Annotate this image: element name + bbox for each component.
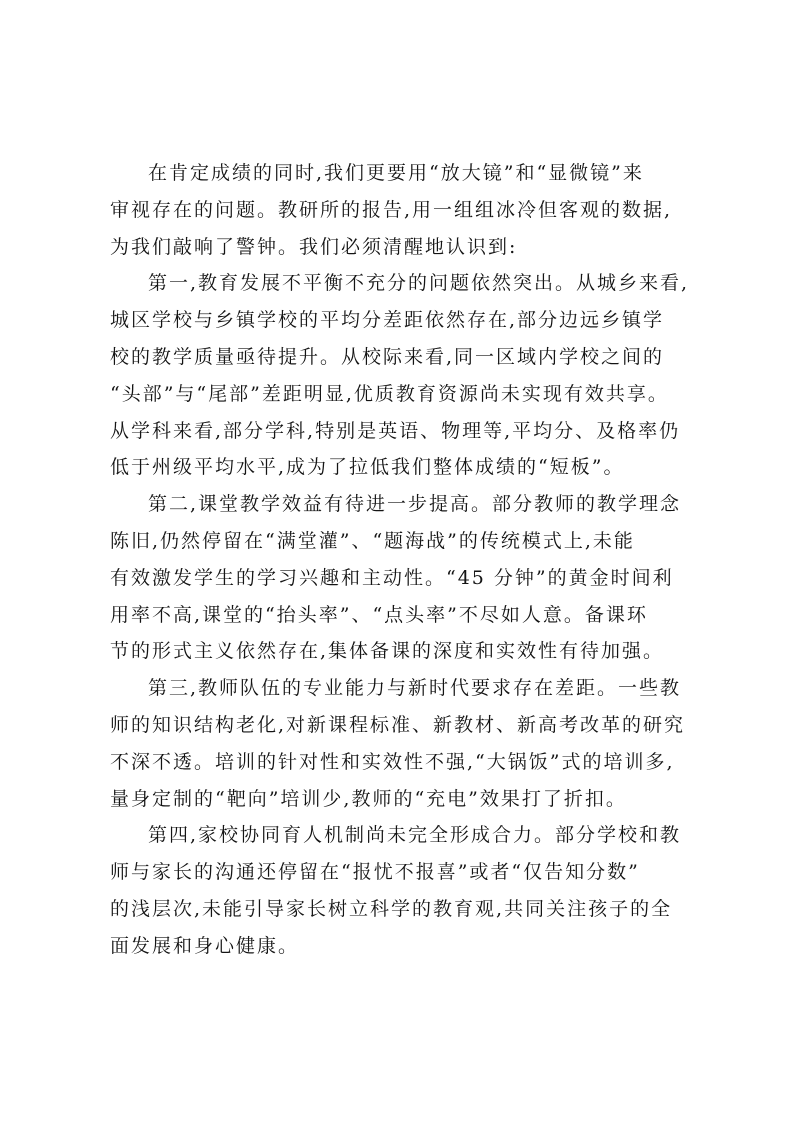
paragraph-point-3	[110, 670, 710, 817]
text-line: 面发展和身心健康。	[110, 934, 300, 957]
text-line: 量身定制的“靶向”培训少,教师的“充电”效果打了折扣。	[110, 787, 627, 810]
text-line: 节的形式主义依然存在,集体备课的深度和实效性有待加强。	[110, 640, 665, 663]
text-line: 的浅层次,未能引导家长树立科学的教育观,共同关注孩子的全	[110, 897, 673, 920]
body-text	[110, 155, 710, 965]
paragraph-point-2	[110, 486, 710, 670]
text-line: 第四,家校协同育人机制尚未完全形成合力。部分学校和教	[148, 824, 682, 847]
text-line: 师的知识结构老化,对新课程标准、新教材、新高考改革的研究	[110, 713, 686, 736]
text-line: 师与家长的沟通还停留在“报忧不报喜”或者“仅告知分数”	[110, 861, 640, 884]
paragraph-intro	[110, 155, 710, 265]
text-line: “头部”与“尾部”差距明显,优质教育资源尚未实现有效共享。	[110, 382, 669, 405]
text-line: 第一,教育发展不平衡不充分的问题依然突出。从城乡来看,	[148, 272, 690, 295]
text-line: 有效激发学生的学习兴趣和主动性。“45 分钟”的黄金时间利	[110, 566, 674, 589]
text-line: 第二,课堂教学效益有待进一步提高。部分教师的教学理念	[148, 493, 682, 516]
paragraph-point-1	[110, 265, 710, 486]
text-line: 第三,教师队伍的专业能力与新时代要求存在差距。一些教	[148, 677, 682, 700]
text-line: 从学科来看,部分学科,特别是英语、物理等,平均分、及格率仍	[110, 419, 681, 442]
paragraph-point-4	[110, 817, 710, 964]
text-line: 陈旧,仍然停留在“满堂灌”、“题海战”的传统模式上,未能	[110, 529, 635, 552]
text-line: 用率不高,课堂的“抬头率”、“点头率”不尽如人意。备课环	[110, 603, 648, 626]
text-line: 在肯定成绩的同时,我们更要用“放大镜”和“显微镜”来	[148, 162, 644, 184]
text-line: 不深不透。培训的针对性和实效性不强,“大锅饭”式的培训多,	[110, 750, 675, 773]
text-line: 城区学校与乡镇学校的平均分差距依然存在,部分边远乡镇学	[110, 309, 665, 332]
text-line: 校的教学质量亟待提升。从校际来看,同一区域内学校之间的	[110, 345, 665, 368]
text-line: 为我们敲响了警钟。我们必须清醒地认识到:	[110, 235, 518, 258]
text-line: 低于州级平均水平,成为了拉低我们整体成绩的“短板”。	[110, 456, 625, 479]
text-line: 审视存在的问题。教研所的报告,用一组组冰冷但客观的数据,	[110, 198, 673, 221]
